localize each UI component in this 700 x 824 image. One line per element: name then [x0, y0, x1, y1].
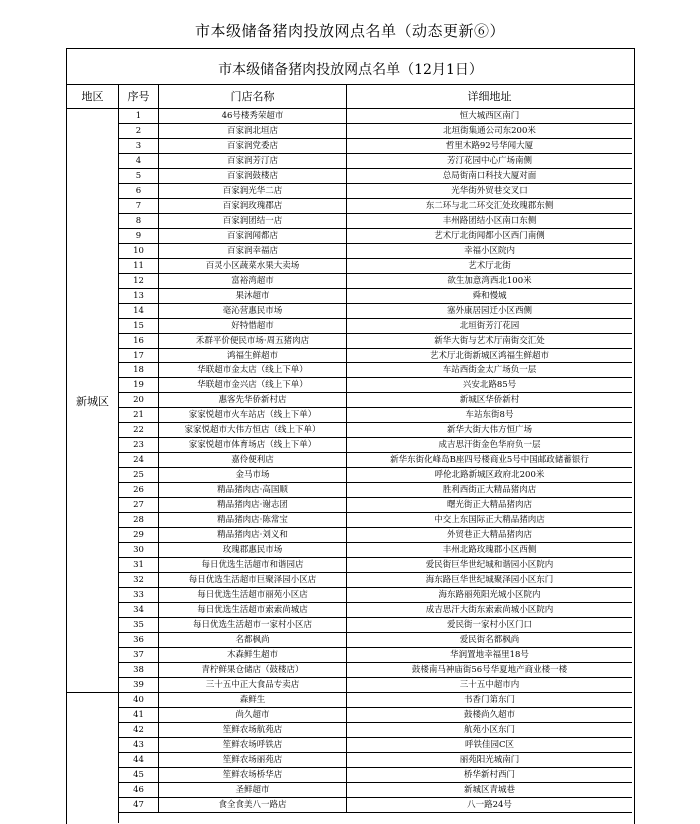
- store-address: 曙光街正大精品猪肉店: [446, 500, 532, 511]
- store-address: 芳汀花园中心广场南侧: [446, 155, 532, 166]
- store-address: 新城区青城巷: [463, 784, 515, 795]
- store-address: 中交上东国际正大精品猪肉店: [434, 515, 545, 526]
- store-address: 哲里木路92号华闻大厦: [445, 140, 534, 151]
- table-row: [119, 393, 632, 408]
- row-number: 37: [119, 648, 159, 662]
- store-name: 精品猪肉店·刘义和: [159, 528, 347, 542]
- store-name: 每日优选生活超市一家村小区店: [159, 618, 347, 632]
- store-name: 每日优选生活超市索索尚城店: [159, 603, 347, 617]
- store-name: 华联超市金兴店（线上下单）: [159, 378, 347, 392]
- store-address: 新华大街大伟方恒广场: [446, 425, 532, 436]
- store-address: 艺术厅北街闻都小区西门南侧: [434, 230, 545, 241]
- table-row: [119, 274, 632, 289]
- table-row: [119, 169, 632, 184]
- store-name: 毫沁营惠民市场: [159, 304, 347, 318]
- store-name: 森鲜生: [159, 693, 347, 707]
- table-row: [119, 423, 632, 438]
- table-row: [119, 723, 632, 738]
- table-row: [119, 438, 632, 453]
- table-row: [119, 229, 632, 244]
- district-cell-continued: [67, 693, 119, 823]
- store-address: 鼓楼南马神庙街56号华夏地产商业楼一楼: [411, 664, 568, 675]
- row-number: 23: [119, 438, 159, 452]
- table-row: [119, 184, 632, 199]
- row-number: 44: [119, 753, 159, 767]
- table-row: [119, 214, 632, 229]
- row-number: 10: [119, 244, 159, 258]
- store-name: 46号楼秀荣超市: [159, 109, 347, 123]
- table-row: [119, 289, 632, 304]
- store-name: 百家润玫瑰郡店: [159, 199, 347, 213]
- row-number: 38: [119, 663, 159, 677]
- store-address: 鼓楼尚久超市: [463, 709, 515, 720]
- row-number: 12: [119, 274, 159, 288]
- row-number: 35: [119, 618, 159, 632]
- row-number: 27: [119, 498, 159, 512]
- store-address: 爱民街巨华世纪城和谐园小区院内: [425, 560, 554, 571]
- store-address: 海东路巨华世纪城聚泽园小区东门: [425, 575, 554, 586]
- store-address: 八一路24号: [467, 799, 512, 810]
- store-name: 每日优选生活超市丽苑小区店: [159, 588, 347, 602]
- store-name: 青柠鲜果仓储店（鼓楼店）: [159, 663, 347, 677]
- table-row: [119, 663, 632, 678]
- row-number: 45: [119, 768, 159, 782]
- store-address: 爱民街名都枫尚: [459, 634, 520, 645]
- store-name: 每日优选生活超市和谐园店: [159, 558, 347, 572]
- store-name: 富裕湾超市: [159, 274, 347, 288]
- row-number: 22: [119, 423, 159, 437]
- store-address: 恒大城西区南门: [459, 111, 520, 121]
- store-address: 胜利西街正大精品猪肉店: [442, 485, 537, 496]
- row-number: 6: [119, 184, 159, 198]
- row-number: 24: [119, 453, 159, 467]
- table-header: [67, 85, 634, 109]
- table-title: 市本级储备猪肉投放网点名单（12月1日）: [67, 55, 634, 85]
- store-address: 成吉思汗街金色华府负一层: [438, 440, 541, 451]
- row-number: 17: [119, 349, 159, 363]
- store-name: 木森鲜生超市: [159, 648, 347, 662]
- store-address: 塞外康居园迁小区西侧: [446, 305, 532, 316]
- row-number: 47: [119, 798, 159, 812]
- store-table: [66, 48, 635, 824]
- store-name: 百家润幸福店: [159, 244, 347, 258]
- store-name: 名都枫尚: [159, 633, 347, 647]
- row-number: 18: [119, 363, 159, 377]
- table-row: [119, 363, 632, 378]
- row-number: 42: [119, 723, 159, 737]
- table-row: [119, 154, 632, 169]
- row-number: 31: [119, 558, 159, 572]
- store-name: 百灵小区蔬菜水果大卖场: [159, 259, 347, 273]
- table-row: [119, 693, 632, 708]
- table-row: [119, 109, 632, 124]
- district-cell: 新城区: [67, 109, 119, 693]
- store-name: 家家悦超市火车站店（线上下单）: [159, 408, 347, 422]
- table-row: [119, 199, 632, 214]
- row-number: 43: [119, 738, 159, 752]
- table-row: [119, 558, 632, 573]
- store-address: 东二环与北二环交汇处玫瑰郡东侧: [425, 200, 554, 211]
- store-name: 百家润鼓楼店: [159, 169, 347, 183]
- row-number: 46: [119, 783, 159, 797]
- row-number: 28: [119, 513, 159, 527]
- row-number: 15: [119, 319, 159, 333]
- store-address: 呼伦北路新城区政府北200米: [434, 470, 545, 481]
- table-row: [119, 633, 632, 648]
- store-address: 新华大街与艺术厅南街交汇处: [434, 335, 545, 346]
- store-name: 尚久超市: [159, 708, 347, 722]
- store-address: 总局街南口科技大厦对面: [442, 170, 537, 181]
- table-row: [119, 618, 632, 633]
- store-name: 百家润团结一店: [159, 214, 347, 228]
- row-number: 40: [119, 693, 159, 707]
- document-title: 市本级储备猪肉投放网点名单（动态更新⑥）: [194, 22, 505, 40]
- store-name: 笙鲜农场呼铁店: [159, 738, 347, 752]
- store-name: 鸿福生鲜超市: [159, 349, 347, 363]
- store-name: 圣鲜超市: [159, 783, 347, 797]
- store-address: 光华街外贸巷交叉口: [451, 185, 528, 196]
- store-name: 嘉伶便利店: [159, 453, 347, 467]
- store-address: 成吉思汗大街东索索尚城小区院内: [425, 604, 554, 615]
- table-row: [119, 528, 632, 543]
- table-row: [119, 648, 632, 663]
- store-name: 惠客先华侨新村店: [159, 393, 347, 407]
- row-number: 13: [119, 289, 159, 303]
- store-address: 桥华新村西门: [463, 769, 515, 780]
- store-address: 北垣街集通公司东200米: [443, 125, 536, 136]
- row-number: 8: [119, 214, 159, 228]
- header-no: 序号: [119, 85, 159, 108]
- store-address: 车站东街8号: [465, 410, 514, 421]
- store-address: 华润置地幸福里18号: [450, 649, 529, 660]
- row-number: 5: [119, 169, 159, 183]
- store-name: 食全食美八一路店: [159, 798, 347, 812]
- store-name: 笙鲜农场桥华店: [159, 768, 347, 782]
- store-name: 好特惜超市: [159, 319, 347, 333]
- store-address: 新城区华侨新村: [459, 395, 520, 406]
- row-number: 20: [119, 393, 159, 407]
- row-number: 9: [119, 229, 159, 243]
- row-number: 4: [119, 154, 159, 168]
- table-row: [119, 768, 632, 783]
- table-row: [119, 753, 632, 768]
- store-address: 外贸巷正大精品猪肉店: [446, 530, 532, 541]
- store-name: 三十五中正大食品专卖店: [159, 678, 347, 692]
- row-number: 39: [119, 678, 159, 692]
- table-row: [119, 513, 632, 528]
- store-address: 丰州北路玫瑰郡小区西侧: [442, 545, 537, 556]
- row-number: 21: [119, 408, 159, 422]
- store-name: 笙鲜农场丽苑店: [159, 753, 347, 767]
- table-row: [119, 783, 632, 798]
- store-address: 新华东街化峰岛B座四号楼商业5号中国邮政储蓄银行: [390, 455, 589, 466]
- table-row: [119, 349, 632, 364]
- table-row: [119, 334, 632, 349]
- table-row: [119, 573, 632, 588]
- row-number: 29: [119, 528, 159, 542]
- store-name: 精品猪肉店·陈常宝: [159, 513, 347, 527]
- row-number: 41: [119, 708, 159, 722]
- table-row: [119, 124, 632, 139]
- table-row: [119, 588, 632, 603]
- store-address: 海东路丽苑阳光城小区院内: [438, 590, 541, 600]
- store-address: 丰州路团结小区南口东侧: [442, 215, 537, 226]
- store-name: 果沐超市: [159, 289, 347, 303]
- row-number: 1: [119, 109, 159, 123]
- table-row: [119, 453, 632, 468]
- table-row: [119, 244, 632, 259]
- row-number: 14: [119, 304, 159, 318]
- store-name: 百家润芳汀店: [159, 154, 347, 168]
- store-address: 舜和慢城: [472, 290, 507, 301]
- table-row: [119, 139, 632, 154]
- row-number: 19: [119, 378, 159, 392]
- row-number: 2: [119, 124, 159, 138]
- store-name: 精品猪肉店·高国顺: [159, 483, 347, 497]
- store-address: 航苑小区东门: [463, 724, 515, 735]
- store-address: 书香门第东门: [463, 694, 515, 705]
- row-number: 16: [119, 334, 159, 348]
- store-name: 禾群平价便民市场·周五猪肉店: [159, 334, 347, 348]
- store-name: 家家悦超市大伟方恒店（线上下单）: [159, 423, 347, 437]
- table-row: [119, 798, 632, 813]
- row-number: 3: [119, 139, 159, 153]
- table-row: [119, 259, 632, 274]
- row-number: 36: [119, 633, 159, 647]
- store-address: 兴安北路85号: [462, 380, 517, 391]
- store-name: 百家润北垣店: [159, 124, 347, 138]
- store-name: 家家悦超市体育场店（线上下单）: [159, 438, 347, 452]
- table-row: [119, 678, 632, 693]
- header-name: 门店名称: [159, 85, 347, 108]
- table-row: [119, 708, 632, 723]
- header-address: 详细地址: [467, 90, 512, 103]
- table-row: [119, 483, 632, 498]
- store-name: 玫瑰郡惠民市场: [159, 543, 347, 557]
- store-address: 艺术厅北街: [468, 260, 511, 271]
- table-row: [119, 378, 632, 393]
- table-row: [119, 408, 632, 423]
- store-address: 欲生加意湾西北100米: [447, 275, 532, 286]
- store-name: 精品猪肉店·谢志团: [159, 498, 347, 512]
- store-name: 百家润党委店: [159, 139, 347, 153]
- store-name: 百家润光华二店: [159, 184, 347, 198]
- store-address: 呼铁佳园C区: [464, 739, 514, 750]
- row-number: 34: [119, 603, 159, 617]
- header-district: 地区: [67, 85, 119, 108]
- store-address: 丽苑阳光城南门: [459, 754, 520, 765]
- store-address: 三十五中超市内: [459, 679, 520, 690]
- store-name: 百家润闻都店: [159, 229, 347, 243]
- table-row: [119, 498, 632, 513]
- store-address: 爱民街一家村小区门口: [446, 619, 532, 630]
- store-address: 幸福小区院内: [463, 245, 515, 256]
- table-row: [119, 738, 632, 753]
- store-name: 金马市场: [159, 468, 347, 482]
- table-row: [119, 319, 632, 334]
- row-number: 33: [119, 588, 159, 602]
- row-number: 11: [119, 259, 159, 273]
- table-rows: [119, 109, 632, 813]
- table-row: [119, 304, 632, 319]
- row-number: 32: [119, 573, 159, 587]
- row-number: 7: [119, 199, 159, 213]
- row-number: 26: [119, 483, 159, 497]
- table-row: [119, 543, 632, 558]
- table-row: [119, 603, 632, 618]
- row-number: 25: [119, 468, 159, 482]
- store-address: 北垣街芳汀花园: [459, 320, 520, 331]
- store-name: 每日优选生活超市巨聚泽园小区店: [159, 573, 347, 587]
- store-address: 艺术厅北街新城区鸿福生鲜超市: [429, 350, 549, 361]
- table-row: [119, 468, 632, 483]
- store-name: 笙鲜农场航苑店: [159, 723, 347, 737]
- row-number: 30: [119, 543, 159, 557]
- store-address: 车站西街金太广场负一层: [442, 365, 537, 376]
- store-name: 华联超市金太店（线上下单）: [159, 363, 347, 377]
